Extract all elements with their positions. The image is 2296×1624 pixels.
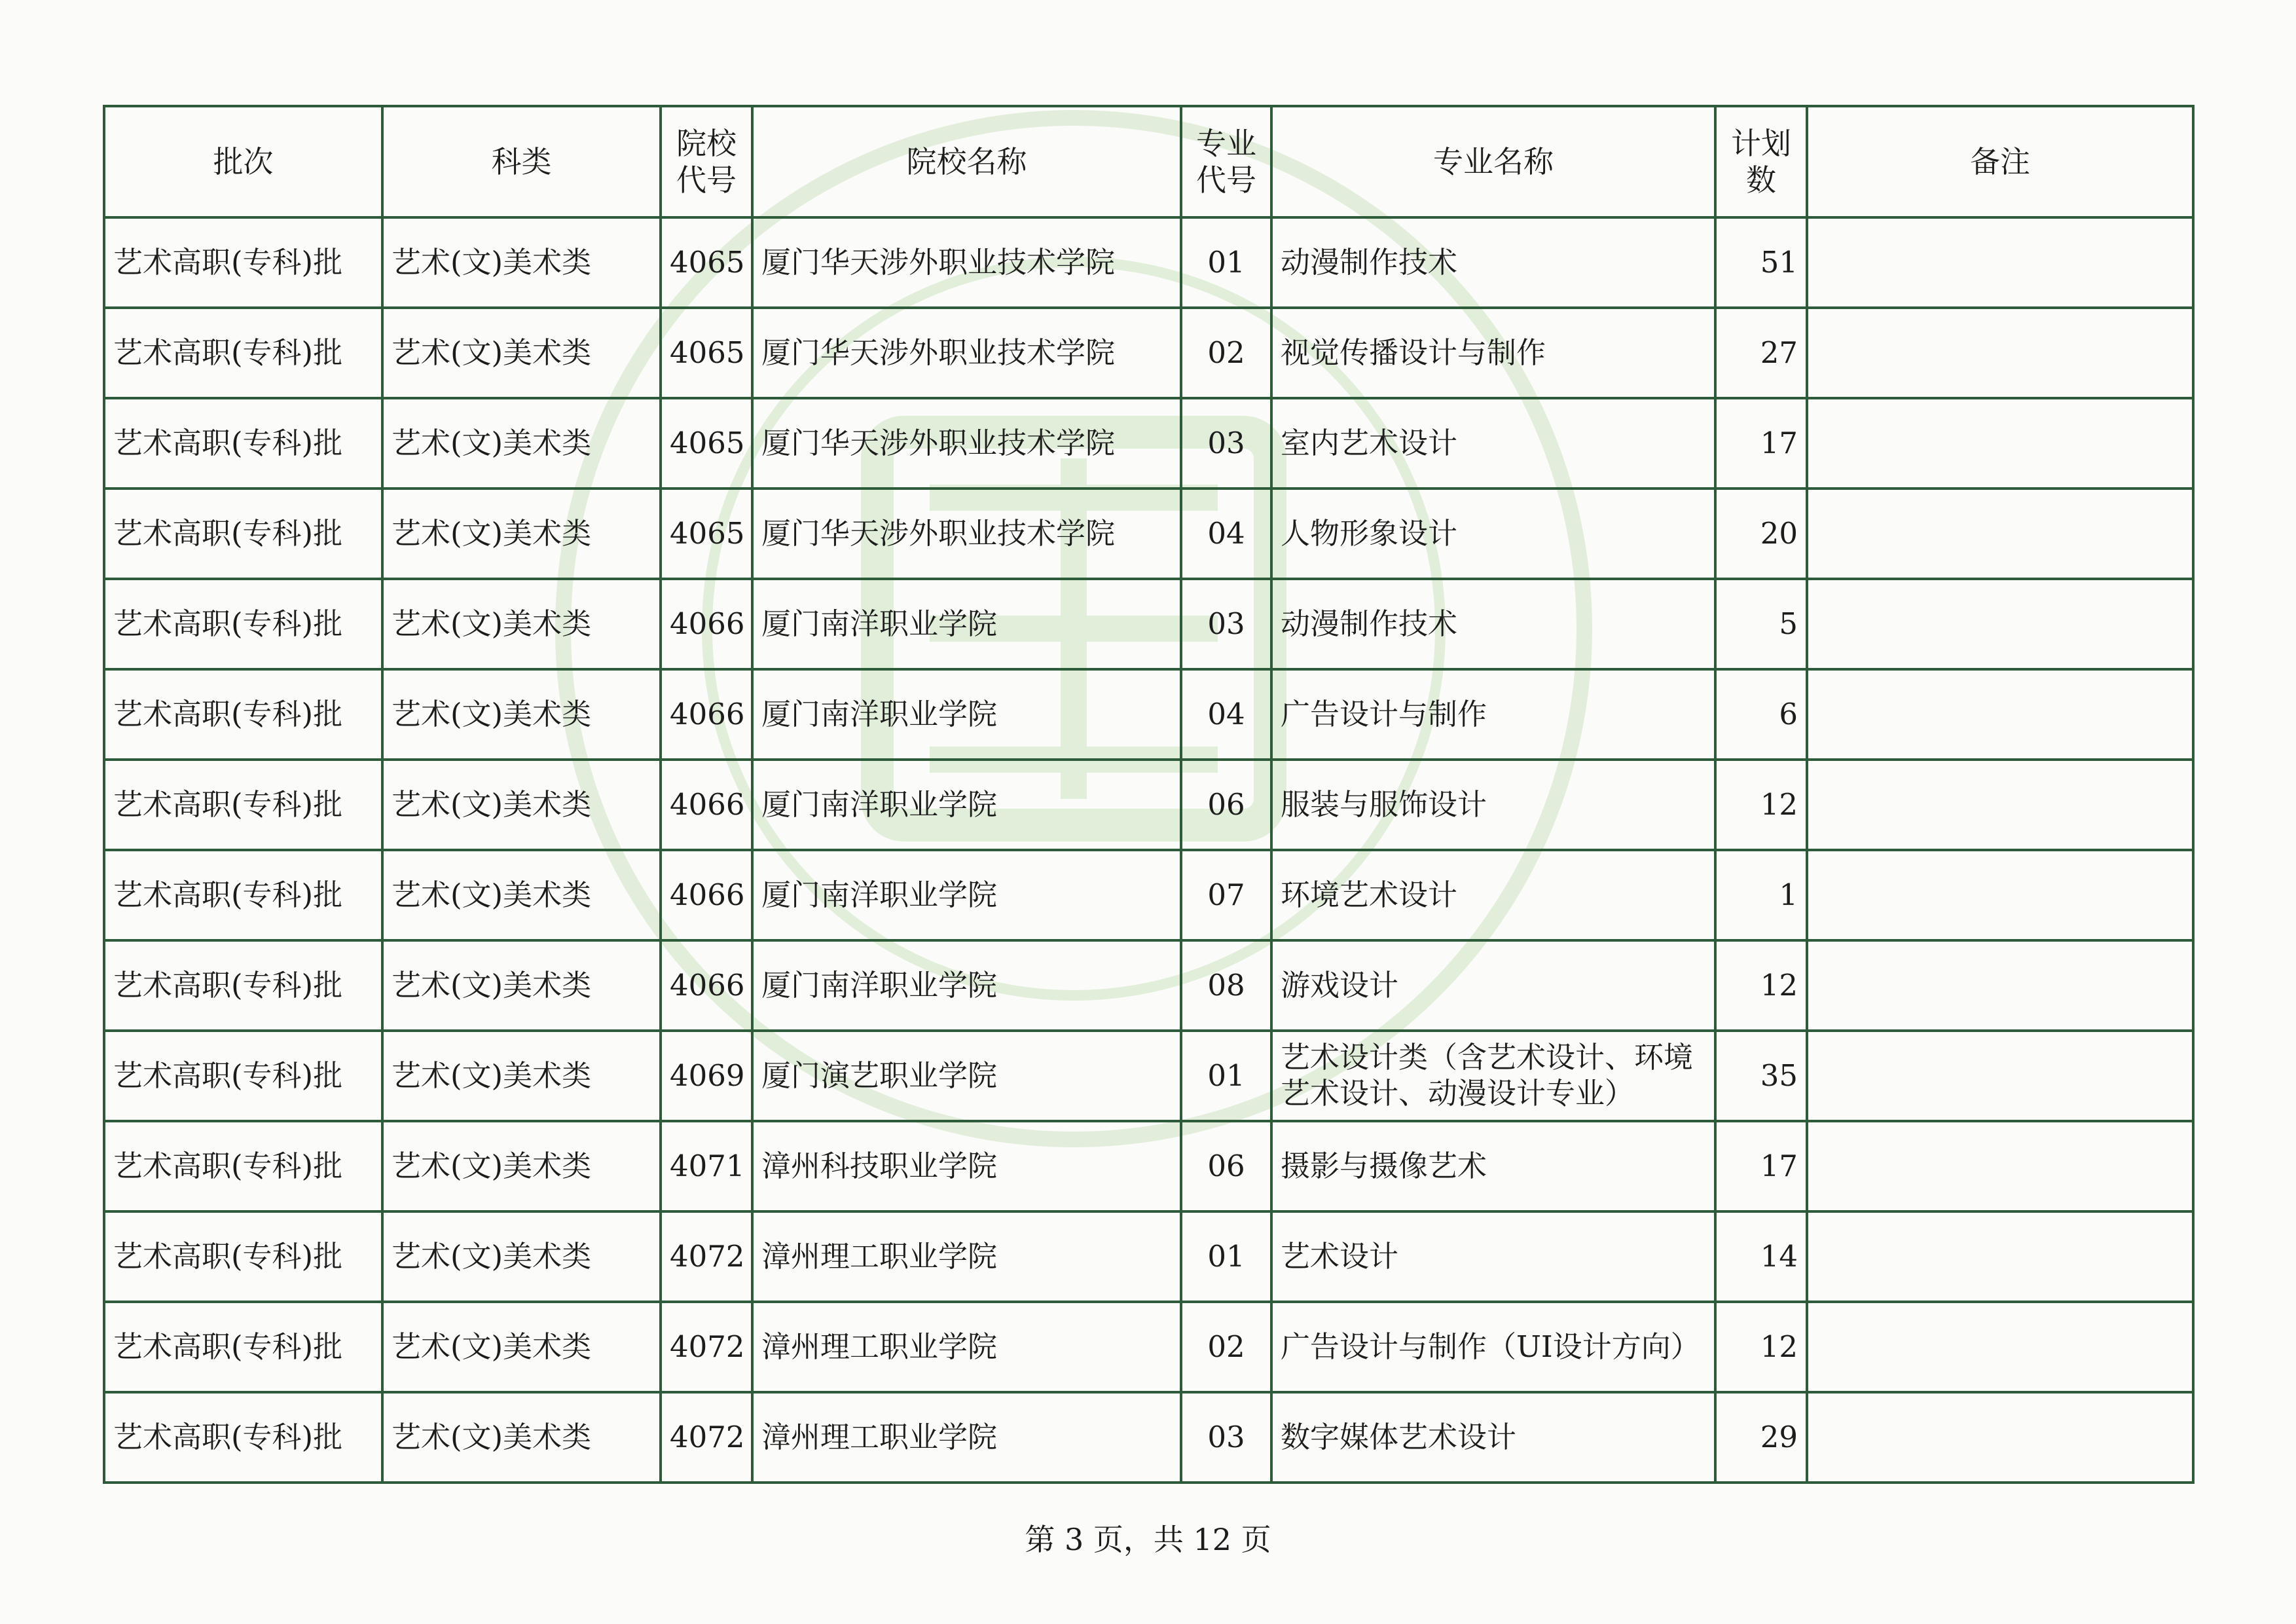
table-row (104, 308, 2193, 398)
cell-school-code: 4066 (661, 850, 752, 940)
cell-batch: 艺术高职(专科)批 (104, 760, 382, 850)
cell-school-name: 漳州科技职业学院 (752, 1121, 1181, 1211)
cell-plan: 17 (1715, 1121, 1807, 1211)
cell-major-name: 艺术设计类（含艺术设计、环境艺术设计、动漫设计专业） (1271, 1031, 1715, 1121)
cell-school-name: 漳州理工职业学院 (752, 1392, 1181, 1483)
cell-remark (1807, 489, 2193, 579)
header-major-code-line2: 代号 (1196, 162, 1256, 198)
cell-school-name: 厦门华天涉外职业技术学院 (752, 489, 1181, 579)
cell-school-name: 厦门华天涉外职业技术学院 (752, 217, 1181, 308)
cell-major-code: 01 (1181, 1031, 1271, 1121)
page-number: 第 3 页，共 12 页 (1025, 1522, 1271, 1557)
cell-major-code: 06 (1181, 760, 1271, 850)
cell-school-code: 4069 (661, 1031, 752, 1121)
cell-school-code: 4066 (661, 940, 752, 1031)
cell-major-code: 03 (1181, 1392, 1271, 1483)
cell-category: 艺术(文)美术类 (382, 217, 661, 308)
cell-plan: 12 (1715, 1302, 1807, 1392)
cell-plan: 29 (1715, 1392, 1807, 1483)
cell-batch: 艺术高职(专科)批 (104, 1121, 382, 1211)
cell-plan: 51 (1715, 217, 1807, 308)
cell-school-name: 厦门南洋职业学院 (752, 579, 1181, 669)
cell-batch: 艺术高职(专科)批 (104, 669, 382, 760)
cell-school-code: 4072 (661, 1302, 752, 1392)
cell-category: 艺术(文)美术类 (382, 760, 661, 850)
cell-school-name: 厦门南洋职业学院 (752, 940, 1181, 1031)
cell-major-name: 动漫制作技术 (1271, 579, 1715, 669)
cell-school-code: 4071 (661, 1121, 752, 1211)
cell-category: 艺术(文)美术类 (382, 1121, 661, 1211)
cell-category: 艺术(文)美术类 (382, 398, 661, 489)
cell-school-name: 厦门南洋职业学院 (752, 669, 1181, 760)
cell-remark (1807, 217, 2193, 308)
cell-batch: 艺术高职(专科)批 (104, 1302, 382, 1392)
cell-plan: 12 (1715, 940, 1807, 1031)
header-school-code-line1: 院校 (676, 125, 737, 161)
cell-major-name: 摄影与摄像艺术 (1271, 1121, 1715, 1211)
cell-school-name: 厦门南洋职业学院 (752, 760, 1181, 850)
cell-category: 艺术(文)美术类 (382, 1392, 661, 1483)
header-plan (1715, 106, 1807, 217)
cell-major-name: 广告设计与制作（UI设计方向） (1271, 1302, 1715, 1392)
cell-major-code: 07 (1181, 850, 1271, 940)
cell-plan: 35 (1715, 1031, 1807, 1121)
cell-school-code: 4065 (661, 489, 752, 579)
table-row (104, 398, 2193, 489)
header-school-code-line2: 代号 (676, 162, 737, 198)
header-school-code (661, 106, 752, 217)
cell-category: 艺术(文)美术类 (382, 308, 661, 398)
header-major-code-line1: 专业 (1196, 125, 1256, 161)
table-row (104, 217, 2193, 308)
header-remark: 备注 (1807, 106, 2193, 217)
table-row (104, 1302, 2193, 1392)
table-row (104, 760, 2193, 850)
cell-school-code: 4066 (661, 669, 752, 760)
cell-batch: 艺术高职(专科)批 (104, 398, 382, 489)
header-school-name: 院校名称 (752, 106, 1181, 217)
cell-remark (1807, 1211, 2193, 1302)
cell-school-code: 4072 (661, 1392, 752, 1483)
cell-school-name: 厦门南洋职业学院 (752, 850, 1181, 940)
cell-plan: 14 (1715, 1211, 1807, 1302)
table-row (104, 1031, 2193, 1121)
table-row (104, 579, 2193, 669)
cell-remark (1807, 398, 2193, 489)
cell-plan: 5 (1715, 579, 1807, 669)
cell-category: 艺术(文)美术类 (382, 940, 661, 1031)
cell-batch: 艺术高职(专科)批 (104, 579, 382, 669)
cell-category: 艺术(文)美术类 (382, 850, 661, 940)
cell-category: 艺术(文)美术类 (382, 1302, 661, 1392)
cell-major-code: 01 (1181, 217, 1271, 308)
cell-plan: 12 (1715, 760, 1807, 850)
cell-plan: 6 (1715, 669, 1807, 760)
cell-plan: 27 (1715, 308, 1807, 398)
cell-remark (1807, 308, 2193, 398)
cell-major-code: 01 (1181, 1211, 1271, 1302)
cell-batch: 艺术高职(专科)批 (104, 489, 382, 579)
cell-remark (1807, 1121, 2193, 1211)
cell-batch: 艺术高职(专科)批 (104, 217, 382, 308)
cell-remark (1807, 1302, 2193, 1392)
cell-major-code: 06 (1181, 1121, 1271, 1211)
cell-major-name: 视觉传播设计与制作 (1271, 308, 1715, 398)
header-batch: 批次 (104, 106, 382, 217)
table-row (104, 1211, 2193, 1302)
header-plan-line2: 数 (1746, 162, 1776, 198)
cell-batch: 艺术高职(专科)批 (104, 308, 382, 398)
cell-major-name: 数字媒体艺术设计 (1271, 1392, 1715, 1483)
header-plan-line1: 计划 (1731, 125, 1791, 161)
cell-school-code: 4065 (661, 398, 752, 489)
cell-plan: 17 (1715, 398, 1807, 489)
cell-major-name: 广告设计与制作 (1271, 669, 1715, 760)
cell-major-name: 环境艺术设计 (1271, 850, 1715, 940)
cell-major-code: 03 (1181, 579, 1271, 669)
cell-category: 艺术(文)美术类 (382, 1211, 661, 1302)
cell-remark (1807, 760, 2193, 850)
cell-school-name: 漳州理工职业学院 (752, 1211, 1181, 1302)
cell-major-code: 02 (1181, 308, 1271, 398)
cell-remark (1807, 1392, 2193, 1483)
table-row (104, 489, 2193, 579)
cell-remark (1807, 1031, 2193, 1121)
cell-major-name: 游戏设计 (1271, 940, 1715, 1031)
cell-school-code: 4066 (661, 579, 752, 669)
table-row (104, 1121, 2193, 1211)
cell-school-name: 厦门演艺职业学院 (752, 1031, 1181, 1121)
cell-plan: 20 (1715, 489, 1807, 579)
cell-major-name: 服装与服饰设计 (1271, 760, 1715, 850)
header-major-code (1181, 106, 1271, 217)
cell-major-code: 02 (1181, 1302, 1271, 1392)
cell-major-code: 04 (1181, 489, 1271, 579)
cell-batch: 艺术高职(专科)批 (104, 1211, 382, 1302)
cell-major-code: 08 (1181, 940, 1271, 1031)
cell-major-code: 04 (1181, 669, 1271, 760)
cell-category: 艺术(文)美术类 (382, 1031, 661, 1121)
cell-school-code: 4065 (661, 308, 752, 398)
cell-remark (1807, 579, 2193, 669)
table-row (104, 850, 2193, 940)
table-header-row (104, 106, 2193, 217)
cell-remark (1807, 850, 2193, 940)
header-major-name: 专业名称 (1271, 106, 1715, 217)
header-category: 科类 (382, 106, 661, 217)
cell-batch: 艺术高职(专科)批 (104, 1031, 382, 1121)
cell-batch: 艺术高职(专科)批 (104, 1392, 382, 1483)
cell-category: 艺术(文)美术类 (382, 489, 661, 579)
cell-remark (1807, 940, 2193, 1031)
table-row (104, 669, 2193, 760)
cell-category: 艺术(文)美术类 (382, 579, 661, 669)
cell-plan: 1 (1715, 850, 1807, 940)
table-row (104, 1392, 2193, 1483)
cell-category: 艺术(文)美术类 (382, 669, 661, 760)
cell-major-name: 室内艺术设计 (1271, 398, 1715, 489)
cell-school-name: 厦门华天涉外职业技术学院 (752, 398, 1181, 489)
enrollment-plan-table (103, 105, 2195, 1484)
cell-major-name: 人物形象设计 (1271, 489, 1715, 579)
cell-school-name: 厦门华天涉外职业技术学院 (752, 308, 1181, 398)
cell-school-code: 4072 (661, 1211, 752, 1302)
cell-school-code: 4065 (661, 217, 752, 308)
cell-school-name: 漳州理工职业学院 (752, 1302, 1181, 1392)
cell-major-name: 动漫制作技术 (1271, 217, 1715, 308)
cell-major-code: 03 (1181, 398, 1271, 489)
cell-batch: 艺术高职(专科)批 (104, 850, 382, 940)
table-row (104, 940, 2193, 1031)
cell-major-name: 艺术设计 (1271, 1211, 1715, 1302)
cell-remark (1807, 669, 2193, 760)
cell-batch: 艺术高职(专科)批 (104, 940, 382, 1031)
cell-school-code: 4066 (661, 760, 752, 850)
